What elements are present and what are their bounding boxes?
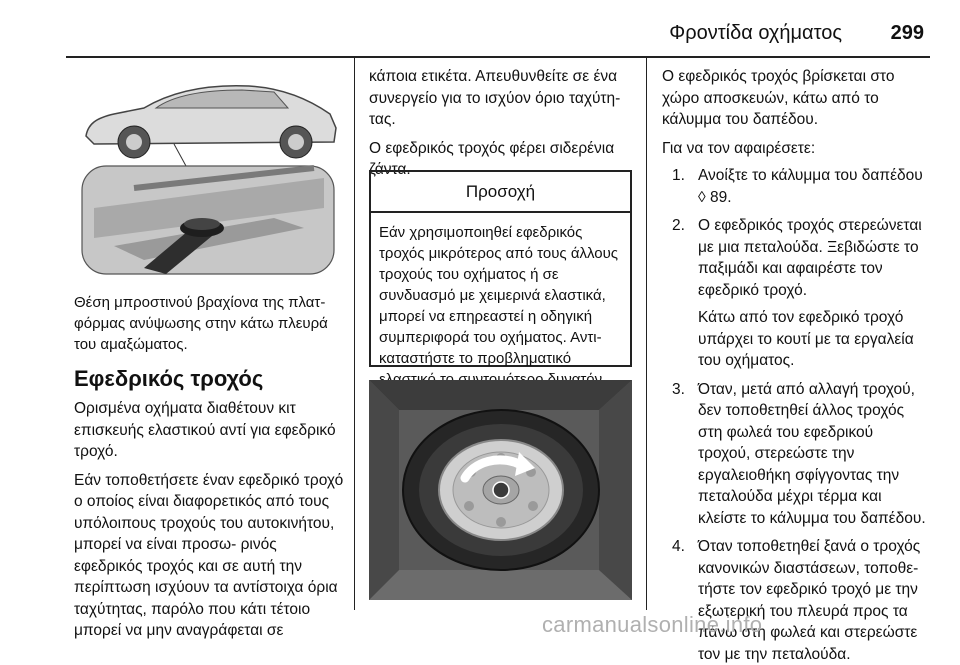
step-number: 2. [672, 217, 685, 234]
step-text: Ανοίξτε το κάλυμμα του δαπέδου ◊ 89. [698, 167, 923, 206]
paragraph: Ο εφεδρικός τροχός φέρει σιδερένια ζάντα. [369, 139, 615, 178]
list-item [672, 165, 928, 208]
list-item [672, 536, 928, 665]
wing-nut-icon [493, 482, 509, 498]
paragraph: Ο εφεδρικός τροχός βρίσκεται στο χώρο αποσκευών, κάτω από το κάλυμμα του δαπέδου. [662, 68, 895, 128]
right-column-body [662, 66, 928, 665]
header-rule [66, 56, 930, 58]
column-divider-left [354, 58, 355, 610]
step-note: Κάτω από τον εφεδρικό τροχό υπάρχει το κουτί με τα εργαλεία του οχήματος. [698, 309, 914, 369]
step-text: Όταν τοποθετηθεί ξανά ο τροχός κανονικών διαστάσεων, τοποθε- τήστε τον εφεδρικό τροχό με την εξωτερική του πλευρά προς τα πάνω στη φωλεά και στερεώστε τον με την πεταλούδα. [698, 538, 921, 663]
list-item [672, 215, 928, 372]
step-number: 3. [672, 380, 685, 398]
watermark: carmanualsonline.info [542, 612, 763, 637]
paragraph: κάποια ετικέτα. Απευθυνθείτε σε ένα συνεργείο για το ισχύον όριο ταχύτη- τας. [369, 68, 621, 128]
step-text: Ο εφεδρικός τροχός στερεώνεται με μια πεταλούδα. Ξεβιδώστε το παξιμάδι και αφαιρέστε τον εφεδρικό τροχό. [698, 217, 922, 299]
page-header-title: Φροντίδα οχήματος [669, 22, 842, 44]
step-number: 1. [672, 167, 685, 184]
step-text: Όταν, μετά από αλλαγή τροχού, δεν τοποθετηθεί άλλος τροχός στη φωλεά του εφεδρικού τροχού, στερεώστε την εργαλειοθήκη σφίγγοντας την πεταλούδα μέχρι τέρμα και κλείστε το κάλυμμα του δαπέδου. [698, 380, 926, 527]
page-number: 299 [890, 22, 924, 44]
warning-box [369, 170, 632, 367]
warning-text: Εάν χρησιμοποιηθεί εφεδρικός τροχός μικρότερος από τους άλλους τροχούς του οχήματος ή σε συνδυασμό με χειμερινά ελαστικά, μπορεί να επηρεαστεί η οδηγική συμπεριφορά του οχήματος. Αντι- καταστήστε το προβληματικό [379, 224, 619, 367]
list-item [672, 379, 928, 530]
lift-point-illustration [74, 68, 346, 278]
removal-steps [672, 165, 928, 665]
paragraph: Ορισμένα οχήματα διαθέτουν κιτ επισκευής ελαστικού αντί για εφεδρικό τροχό. [74, 400, 336, 460]
image-caption: Θέση μπροστινού βραχίονα της πλατ- φόρμας ανύψωσης στην κάτω πλευρά του αμαξώματος. [74, 294, 328, 353]
column-divider-right [646, 58, 647, 610]
middle-column-body [369, 66, 633, 181]
step-number: 4. [672, 538, 685, 555]
steps-label: Για να τον αφαιρέσετε: [662, 139, 816, 157]
left-column-body [74, 398, 346, 642]
paragraph: Εάν τοποθετήσετε έναν εφεδρικό τροχό ο οποίος είναι διαφορετικός από τους υπόλοιπους τροχούς του αυτοκινήτου, μπορεί να είναι προσω- ρινός εφεδρικός τροχός και σε αυτή την περίπτωση ισχύουν τα αντίστοιχα όρια ταχύτητας, παρόλο που κάτι τέτοιο μπορεί να μην αναγράφεται σε [74, 471, 344, 639]
spare-wheel-illustration [369, 380, 632, 600]
warning-title: Προσοχή [371, 172, 630, 213]
section-heading: Εφεδρικός τροχός [74, 366, 264, 391]
